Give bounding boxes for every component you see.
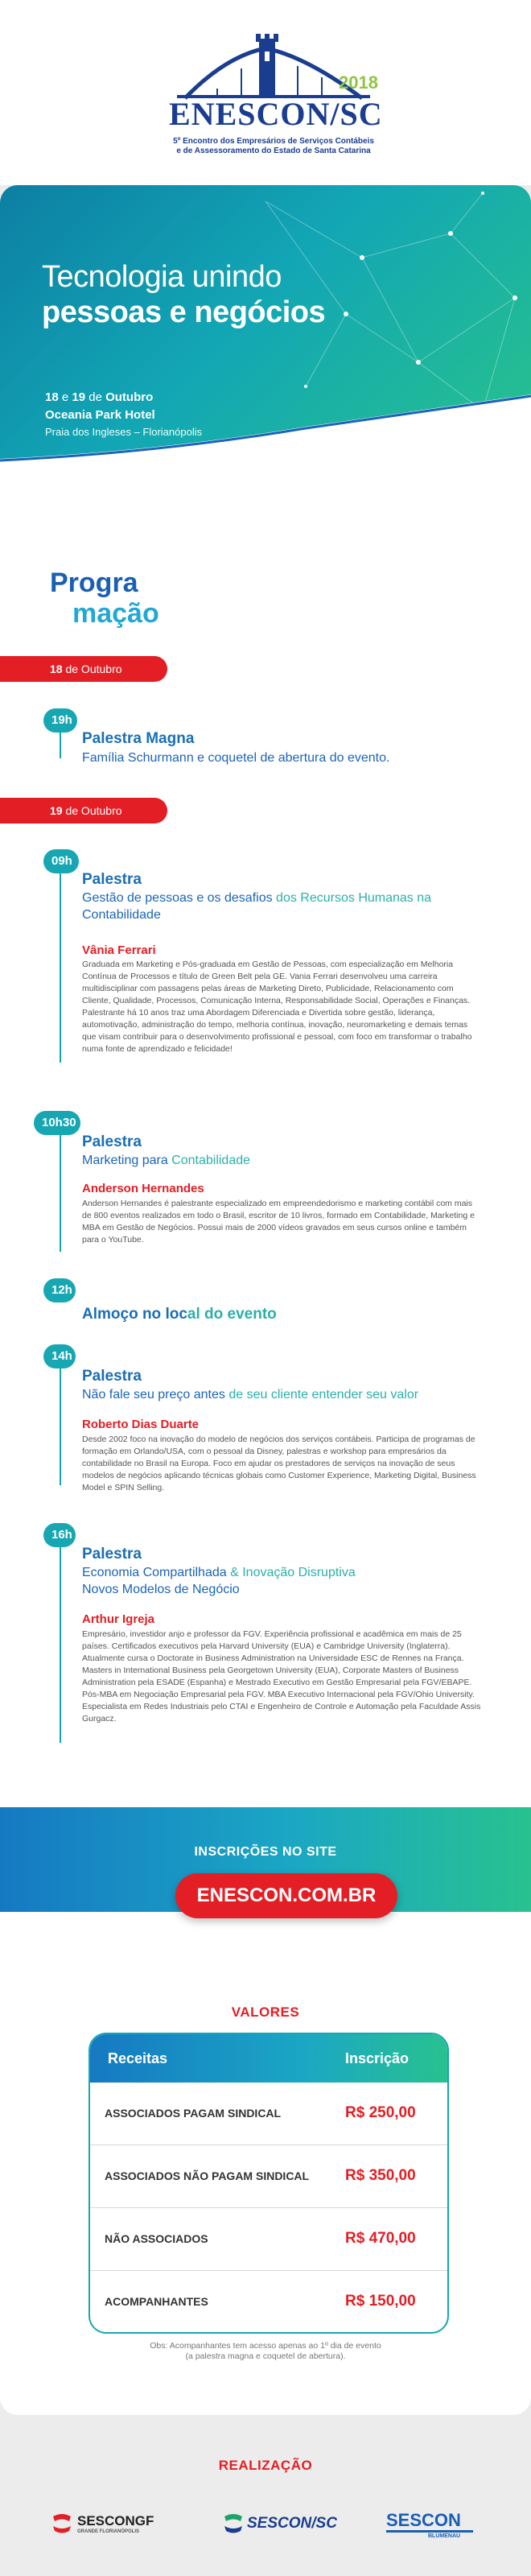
session-subtitle-part: Novos Modelos de Negócio — [82, 1583, 240, 1596]
prices-title: VALORES — [231, 2004, 300, 2020]
hero-date-and: e — [61, 390, 69, 404]
registration-banner — [0, 1807, 531, 1912]
time-badge: 12h — [43, 1278, 76, 1302]
timeline-line — [60, 1119, 61, 1252]
price-value: R$ 150,00 — [345, 2293, 416, 2310]
session-subtitle-part: Contabilidade — [82, 908, 161, 922]
time-badge: 19h — [43, 708, 77, 733]
hero-date-month: Outubro — [105, 390, 154, 404]
logo-subtitle — [169, 137, 378, 156]
speaker-bio: Desde 2002 foco na inovação do modelo de negócios dos serviços contábeis. Participa de programas de formação em Orlando/USA, com o pessoal da Disney, palestras e workshop para empresários da contabilidade no Brasil na Europa. Foco em ajudar os prestadores de serviços na inovação de seus modelos de negócios aplicando técnicas globais como Customer Experience, Marketing Digital, Business Model e SPIN Selling. — [82, 1435, 476, 1492]
day-banner-19 — [0, 798, 167, 824]
logo-year: 2018 — [339, 72, 378, 93]
prices-column-category: Receitas — [108, 2050, 168, 2066]
session-subtitle: Família Schurmann e coquetel de abertura do evento. — [82, 751, 390, 765]
time-badge: 16h — [43, 1523, 76, 1547]
session-title: Palestra Magna — [82, 730, 195, 747]
day-banner-month: de Outubro — [65, 663, 122, 675]
timeline-line — [60, 1534, 61, 1743]
sescon-blumenau-name: SESCON — [386, 2510, 461, 2530]
session-subtitle — [82, 1564, 484, 1598]
day-banner-18 — [0, 656, 167, 682]
price-category: ACOMPANHANTES — [105, 2295, 208, 2308]
session-subtitle — [82, 1152, 484, 1169]
sesconsc-name: SESCON/SC — [247, 2515, 337, 2532]
enescon-logo — [169, 24, 383, 161]
speaker-name: Anderson Hernandes — [82, 1182, 204, 1195]
speaker-bio: Empresário, investidor anjo e professor da FGV. Experiência profissional e acadêmica em mais de 25 países. Certificados executivos pela Harvard University (EUA) e Cambridge University (Inglaterra). Atualmente cursa o Doctorate in Business Administration na Universidade ESC de Rennes na França. Masters in International Business pela Georgetown University (EUA), Corporate Masters of Business Administration pela ESADE (Espanha) e Mestrado Executivo em Gestão Empresarial pela FGV/EBAPE. Pós-MBA em Negociação Empresarial pela FGV. MBA Executivo Internacional pela FGV/Ohio University. Especialista em Redes Industriais pelo CTAI e Engenheiro de Controle e Automação pela Faculdade Assis Gurgacz. — [82, 1629, 481, 1724]
timeline-line — [60, 849, 61, 1063]
session-title-part: Almoço no loc — [82, 1306, 187, 1323]
organizers-title: REALIZAÇÃO — [218, 2458, 313, 2473]
session-subtitle-part: Marketing para — [82, 1154, 168, 1167]
session-subtitle-part: Gestão de pessoas e os desafios — [82, 891, 273, 905]
prices-column-registration: Inscrição — [345, 2050, 410, 2066]
prices-note-line1: Obs: Acompanhantes tem acesso apenas ao 1º dia de evento — [150, 2341, 381, 2351]
sescon-blumenau-divider — [386, 2530, 473, 2533]
prices-table-header — [90, 2034, 447, 2083]
program-title-part2: mação — [72, 598, 159, 629]
hero-date-first: 18 — [45, 390, 59, 404]
session-subtitle-part: & Inovação Disruptiva — [230, 1566, 356, 1579]
price-value: R$ 250,00 — [345, 2104, 416, 2121]
sesconsc-icon — [221, 2510, 245, 2537]
timeline-line — [60, 1352, 61, 1485]
hero-title-line2: pessoas e negócios — [42, 295, 326, 329]
table-row — [90, 2208, 447, 2271]
sescongf-sub: GRANDE FLORIANÓPOLIS — [77, 2529, 140, 2534]
time-badge: 09h — [43, 849, 79, 873]
time-badge: 14h — [43, 1344, 76, 1368]
registration-label: INSCRIÇÕES NO SITE — [194, 1845, 337, 1859]
table-row — [90, 2083, 447, 2145]
session-subtitle-part: Não fale seu preço antes — [82, 1388, 225, 1402]
session-subtitle-part: Contabilidade — [171, 1154, 251, 1167]
sescongf-icon — [48, 2510, 76, 2537]
hero-wave-graphic — [0, 394, 531, 475]
sescon-blumenau-sub: BLUMENAU — [428, 2533, 461, 2539]
price-value: R$ 470,00 — [345, 2230, 416, 2247]
hero-title-line1: Tecnologia unindo — [42, 260, 282, 294]
session-title: Palestra — [82, 1133, 142, 1150]
logo-subtitle-line2: e de Assessoramento do Estado de Santa Catarina — [176, 147, 371, 155]
session-title — [82, 1306, 277, 1323]
hero-address: Praia dos Ingleses – Florianópolis — [45, 426, 203, 438]
day-banner-month: de Outubro — [65, 804, 122, 817]
day-banner-number: 18 — [50, 663, 63, 675]
session-subtitle-part: de seu cliente entender seu valor — [228, 1388, 419, 1402]
speaker-name: Roberto Dias Duarte — [82, 1418, 200, 1431]
time-badge: 10h30 — [34, 1111, 80, 1135]
session-title: Palestra — [82, 1546, 142, 1563]
hero-date-second: 19 — [72, 390, 86, 404]
sescongf-name: SESCONGF — [77, 2513, 154, 2529]
hero-date-de: de — [88, 390, 102, 404]
header — [0, 0, 531, 185]
speaker-bio: Anderson Hernandes é palestrante especializado em empreendedorismo e marketing contábil com mais de 800 eventos realizados em todo o Brasil, escritor de 10 livros, formado em Contabilidade, Marketing e MBA em Gestão de Negócios. Possui mais de 2000 vídeos gravados em seus cursos online e também para o YouTube. — [82, 1199, 475, 1245]
table-row — [90, 2271, 447, 2334]
hero-banner — [0, 185, 531, 475]
session-subtitle-part: Economia Compartilhada — [82, 1566, 227, 1579]
session-subtitle — [82, 890, 484, 923]
prices-note — [0, 2341, 531, 2362]
registration-site-button[interactable]: ENESCON.COM.BR — [175, 1873, 397, 1918]
session-title: Palestra — [82, 1368, 142, 1385]
price-category: NÃO ASSOCIADOS — [105, 2232, 208, 2245]
hero-venue: Oceania Park Hotel — [45, 408, 155, 422]
speaker-bio: Graduada em Marketing e Pós-graduada em Gestão de Pessoas, com especialização em Melhoria Contínua de Processos e título de Green Belt pela GE. Vania Ferrari desenvolveu uma carreira multidisciplinar com passagens pelas áreas de Marketing Direto, Publicidade, Relacionamento com Cliente, Qualidade, Processos, Comunicação Interna, Responsabilidade Social, Operações e Finanças. Palestrante há 10 anos traz uma Abordagem Diferenciada e Divertida sobre gestão, liderança, automotivação, administração do tempo, melhoria contínua, inovação, neuromarketing e demais temas que visam contribuir para o desenvolvimento profissional e pessoal, com foco em transformar o trabalho numa fonte de aprendizado e felicidade! — [82, 960, 472, 1054]
price-category: ASSOCIADOS PAGAM SINDICAL — [105, 2107, 282, 2120]
session-title-part: al do evento — [187, 1306, 277, 1323]
speaker-name: Vânia Ferrari — [82, 943, 156, 957]
table-row — [90, 2145, 447, 2208]
program-title-part1: Progra — [50, 568, 138, 598]
session-subtitle-part: dos Recursos Humanas na — [276, 891, 432, 905]
price-value: R$ 350,00 — [345, 2167, 416, 2184]
logo-title: ENESCON/SC — [169, 96, 383, 132]
program-title — [50, 568, 159, 629]
day-banner-number: 19 — [50, 804, 63, 817]
prices-table — [88, 2033, 449, 2334]
speaker-name: Arthur Igreja — [82, 1612, 155, 1626]
session-title: Palestra — [82, 871, 142, 888]
logo-subtitle-line1: 5º Encontro dos Empresários de Serviços Contábeis — [173, 137, 374, 146]
price-category: ASSOCIADOS NÃO PAGAM SINDICAL — [105, 2169, 310, 2182]
prices-note-line2: (a palestra magna e coquetel de abertura). — [185, 2351, 346, 2361]
session-subtitle — [82, 1386, 484, 1403]
